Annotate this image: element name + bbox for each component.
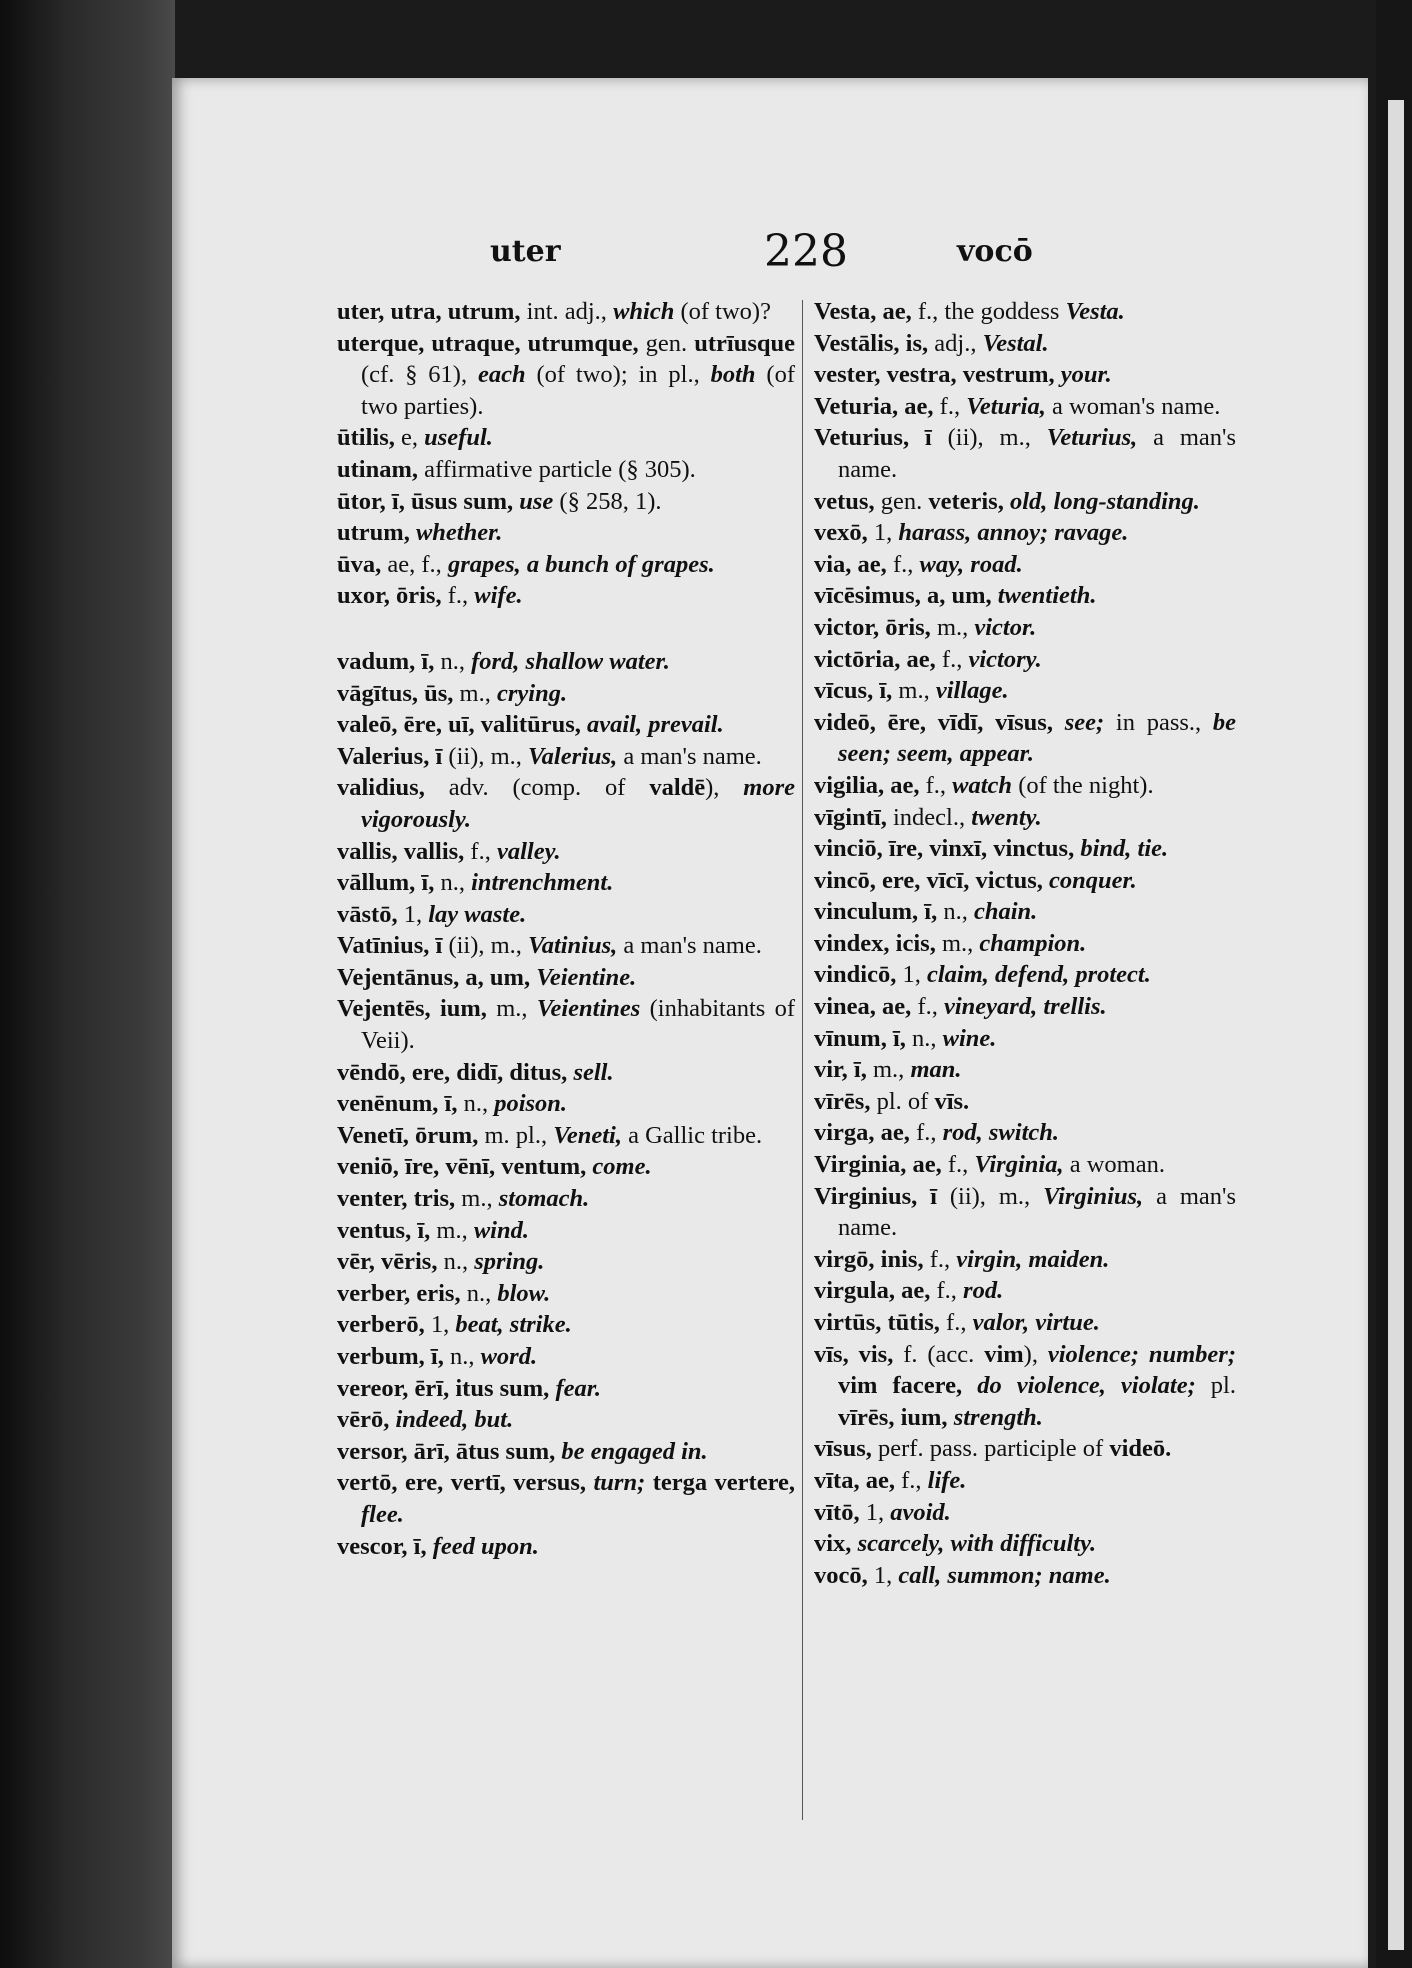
dictionary-entry: vīs, vis, f. (acc. vim), violence; number; vim facere, do violence, violate; pl. vīrēs, ium, strength. [814, 1340, 1236, 1431]
dictionary-entry: versor, ārī, ātus sum, be engaged in. [337, 1437, 708, 1465]
dictionary-entry: Veturia, ae, f., Veturia, a woman's name. [814, 392, 1221, 420]
dictionary-entry: victor, ōris, m., victor. [814, 613, 1037, 641]
left-guide-word: uter [490, 234, 561, 269]
dictionary-entry: vēr, vēris, n., spring. [337, 1248, 545, 1276]
dictionary-entry: vindex, icis, m., champion. [814, 929, 1087, 957]
right-guide-word: vocō [957, 234, 1033, 269]
dictionary-entry: veniō, īre, vēnī, ventum, come. [337, 1153, 652, 1181]
dictionary-entry: ūva, ae, f., grapes, a bunch of grapes. [337, 550, 715, 578]
dictionary-entry: valeō, ēre, uī, valitūrus, avail, prevail. [337, 711, 724, 739]
dictionary-entry: uter, utra, utrum, int. adj., which (of two)? [337, 298, 771, 325]
dictionary-entry: videō, ēre, vīdī, vīsus, see; in pass., be seen; seem, appear. [814, 708, 1237, 768]
right-column [814, 296, 1236, 1591]
dictionary-entry: verbum, ī, n., word. [337, 1343, 538, 1370]
left-column [337, 296, 795, 1562]
book-page [172, 78, 1368, 1968]
dictionary-entry: venter, tris, m., stomach. [337, 1185, 590, 1213]
scan-edge-left [0, 0, 175, 1968]
dictionary-entry: verber, eris, n., blow. [337, 1279, 551, 1307]
dictionary-entry: vīgintī, indecl., twenty. [814, 803, 1042, 831]
dictionary-entry: Vejentēs, ium, m., Veientines (inhabitants of Veii). [337, 995, 796, 1055]
dictionary-entry: vigilia, ae, f., watch (of the night). [814, 771, 1154, 799]
dictionary-entry: vinculum, ī, n., chain. [814, 898, 1038, 926]
dictionary-entry: vīcēsimus, a, um, twentieth. [814, 582, 1097, 610]
dictionary-entry: vīrēs, pl. of vīs. [814, 1087, 970, 1115]
dictionary-entry: uterque, utraque, utrumque, gen. utrīusque (cf. § 61), each (of two); in pl., both (of two parties). [337, 329, 795, 420]
dictionary-entry: vincō, ere, vīcī, victus, conquer. [814, 866, 1137, 894]
dictionary-entry: vīta, ae, f., life. [814, 1466, 967, 1494]
dictionary-entry: venēnum, ī, n., poison. [337, 1090, 568, 1118]
dictionary-entry: ūtilis, e, useful. [337, 424, 493, 452]
dictionary-entry: virgula, ae, f., rod. [814, 1277, 1004, 1305]
dictionary-entry: virgō, inis, f., virgin, maiden. [814, 1245, 1110, 1273]
dictionary-entry: vindicō, 1, claim, defend, protect. [814, 961, 1151, 989]
dictionary-entry: Vesta, ae, f., the goddess Vesta. [814, 298, 1125, 325]
dictionary-entry: vexō, 1, harass, annoy; ravage. [814, 519, 1129, 547]
dictionary-entry: Vejentānus, a, um, Veientine. [337, 963, 637, 991]
dictionary-entry: victōria, ae, f., victory. [814, 645, 1042, 673]
dictionary-entry: vīcus, ī, m., village. [814, 677, 1009, 705]
dictionary-entry: Veturius, ī (ii), m., Veturius, a man's name. [814, 424, 1236, 483]
dictionary-entry: virga, ae, f., rod, switch. [814, 1119, 1060, 1147]
dictionary-entry: vēndō, ere, didī, ditus, sell. [337, 1058, 614, 1086]
dictionary-entry: Virginia, ae, f., Virginia, a woman. [814, 1151, 1165, 1179]
dictionary-entry: vāgītus, ūs, m., crying. [337, 679, 568, 707]
dictionary-entry: Vestālis, is, adj., Vestal. [814, 329, 1049, 357]
dictionary-entry: Valerius, ī (ii), m., Valerius, a man's name. [337, 742, 762, 770]
dictionary-entry: ventus, ī, m., wind. [337, 1216, 529, 1244]
dictionary-entry: vīnum, ī, n., wine. [814, 1024, 997, 1052]
dictionary-entry: vertō, ere, vertī, versus, turn; terga vertere, flee. [337, 1469, 796, 1528]
dictionary-entry: virtūs, tūtis, f., valor, virtue. [814, 1309, 1100, 1336]
dictionary-entry: via, ae, f., way, road. [814, 550, 1023, 578]
dictionary-entry: vītō, 1, avoid. [814, 1498, 951, 1526]
dictionary-entry: vadum, ī, n., ford, shallow water. [337, 647, 670, 675]
dictionary-entry: vinea, ae, f., vineyard, trellis. [814, 993, 1107, 1021]
dictionary-entry: vester, vestra, vestrum, your. [814, 361, 1112, 389]
dictionary-entry: vetus, gen. veteris, old, long-standing. [814, 487, 1200, 515]
dictionary-entry: vallis, vallis, f., valley. [337, 837, 561, 865]
dictionary-entry: vērō, indeed, but. [337, 1406, 514, 1434]
dictionary-entry: validius, adv. (comp. of valdē), more vigorously. [337, 774, 795, 833]
running-head [172, 226, 1368, 286]
next-page-edge [1388, 100, 1404, 1950]
dictionary-entry: vereor, ērī, itus sum, fear. [337, 1374, 602, 1402]
dictionary-entry: vescor, ī, feed upon. [337, 1532, 539, 1560]
dictionary-entry: vocō, 1, call, summon; name. [814, 1561, 1111, 1589]
dictionary-entry: vinciō, īre, vinxī, vinctus, bind, tie. [814, 835, 1169, 863]
dictionary-entry: vāstō, 1, lay waste. [337, 900, 527, 928]
page-content [172, 78, 1368, 1968]
dictionary-entry: Vatīnius, ī (ii), m., Vatinius, a man's name. [337, 932, 762, 960]
dictionary-entry: utrum, whether. [337, 519, 503, 547]
dictionary-entry: vix, scarcely, with difficulty. [814, 1530, 1097, 1558]
dictionary-entry: Virginius, ī (ii), m., Virginius, a man's name. [814, 1182, 1236, 1242]
dictionary-entry: Venetī, ōrum, m. pl., Veneti, a Gallic tribe. [337, 1121, 763, 1149]
section-gap [337, 612, 795, 646]
page-number: 228 [764, 226, 848, 277]
dictionary-entry: ūtor, ī, ūsus sum, use (§ 258, 1). [337, 487, 662, 515]
dictionary-entry: vir, ī, m., man. [814, 1056, 962, 1084]
column-divider [802, 300, 803, 1820]
dictionary-entry: verberō, 1, beat, strike. [337, 1311, 572, 1339]
dictionary-entry: uxor, ōris, f., wife. [337, 582, 523, 610]
dictionary-entry: vīsus, perf. pass. participle of videō. [814, 1435, 1172, 1463]
dictionary-entry: vāllum, ī, n., intrenchment. [337, 869, 614, 897]
dictionary-entry: utinam, affirmative particle (§ 305). [337, 455, 696, 483]
